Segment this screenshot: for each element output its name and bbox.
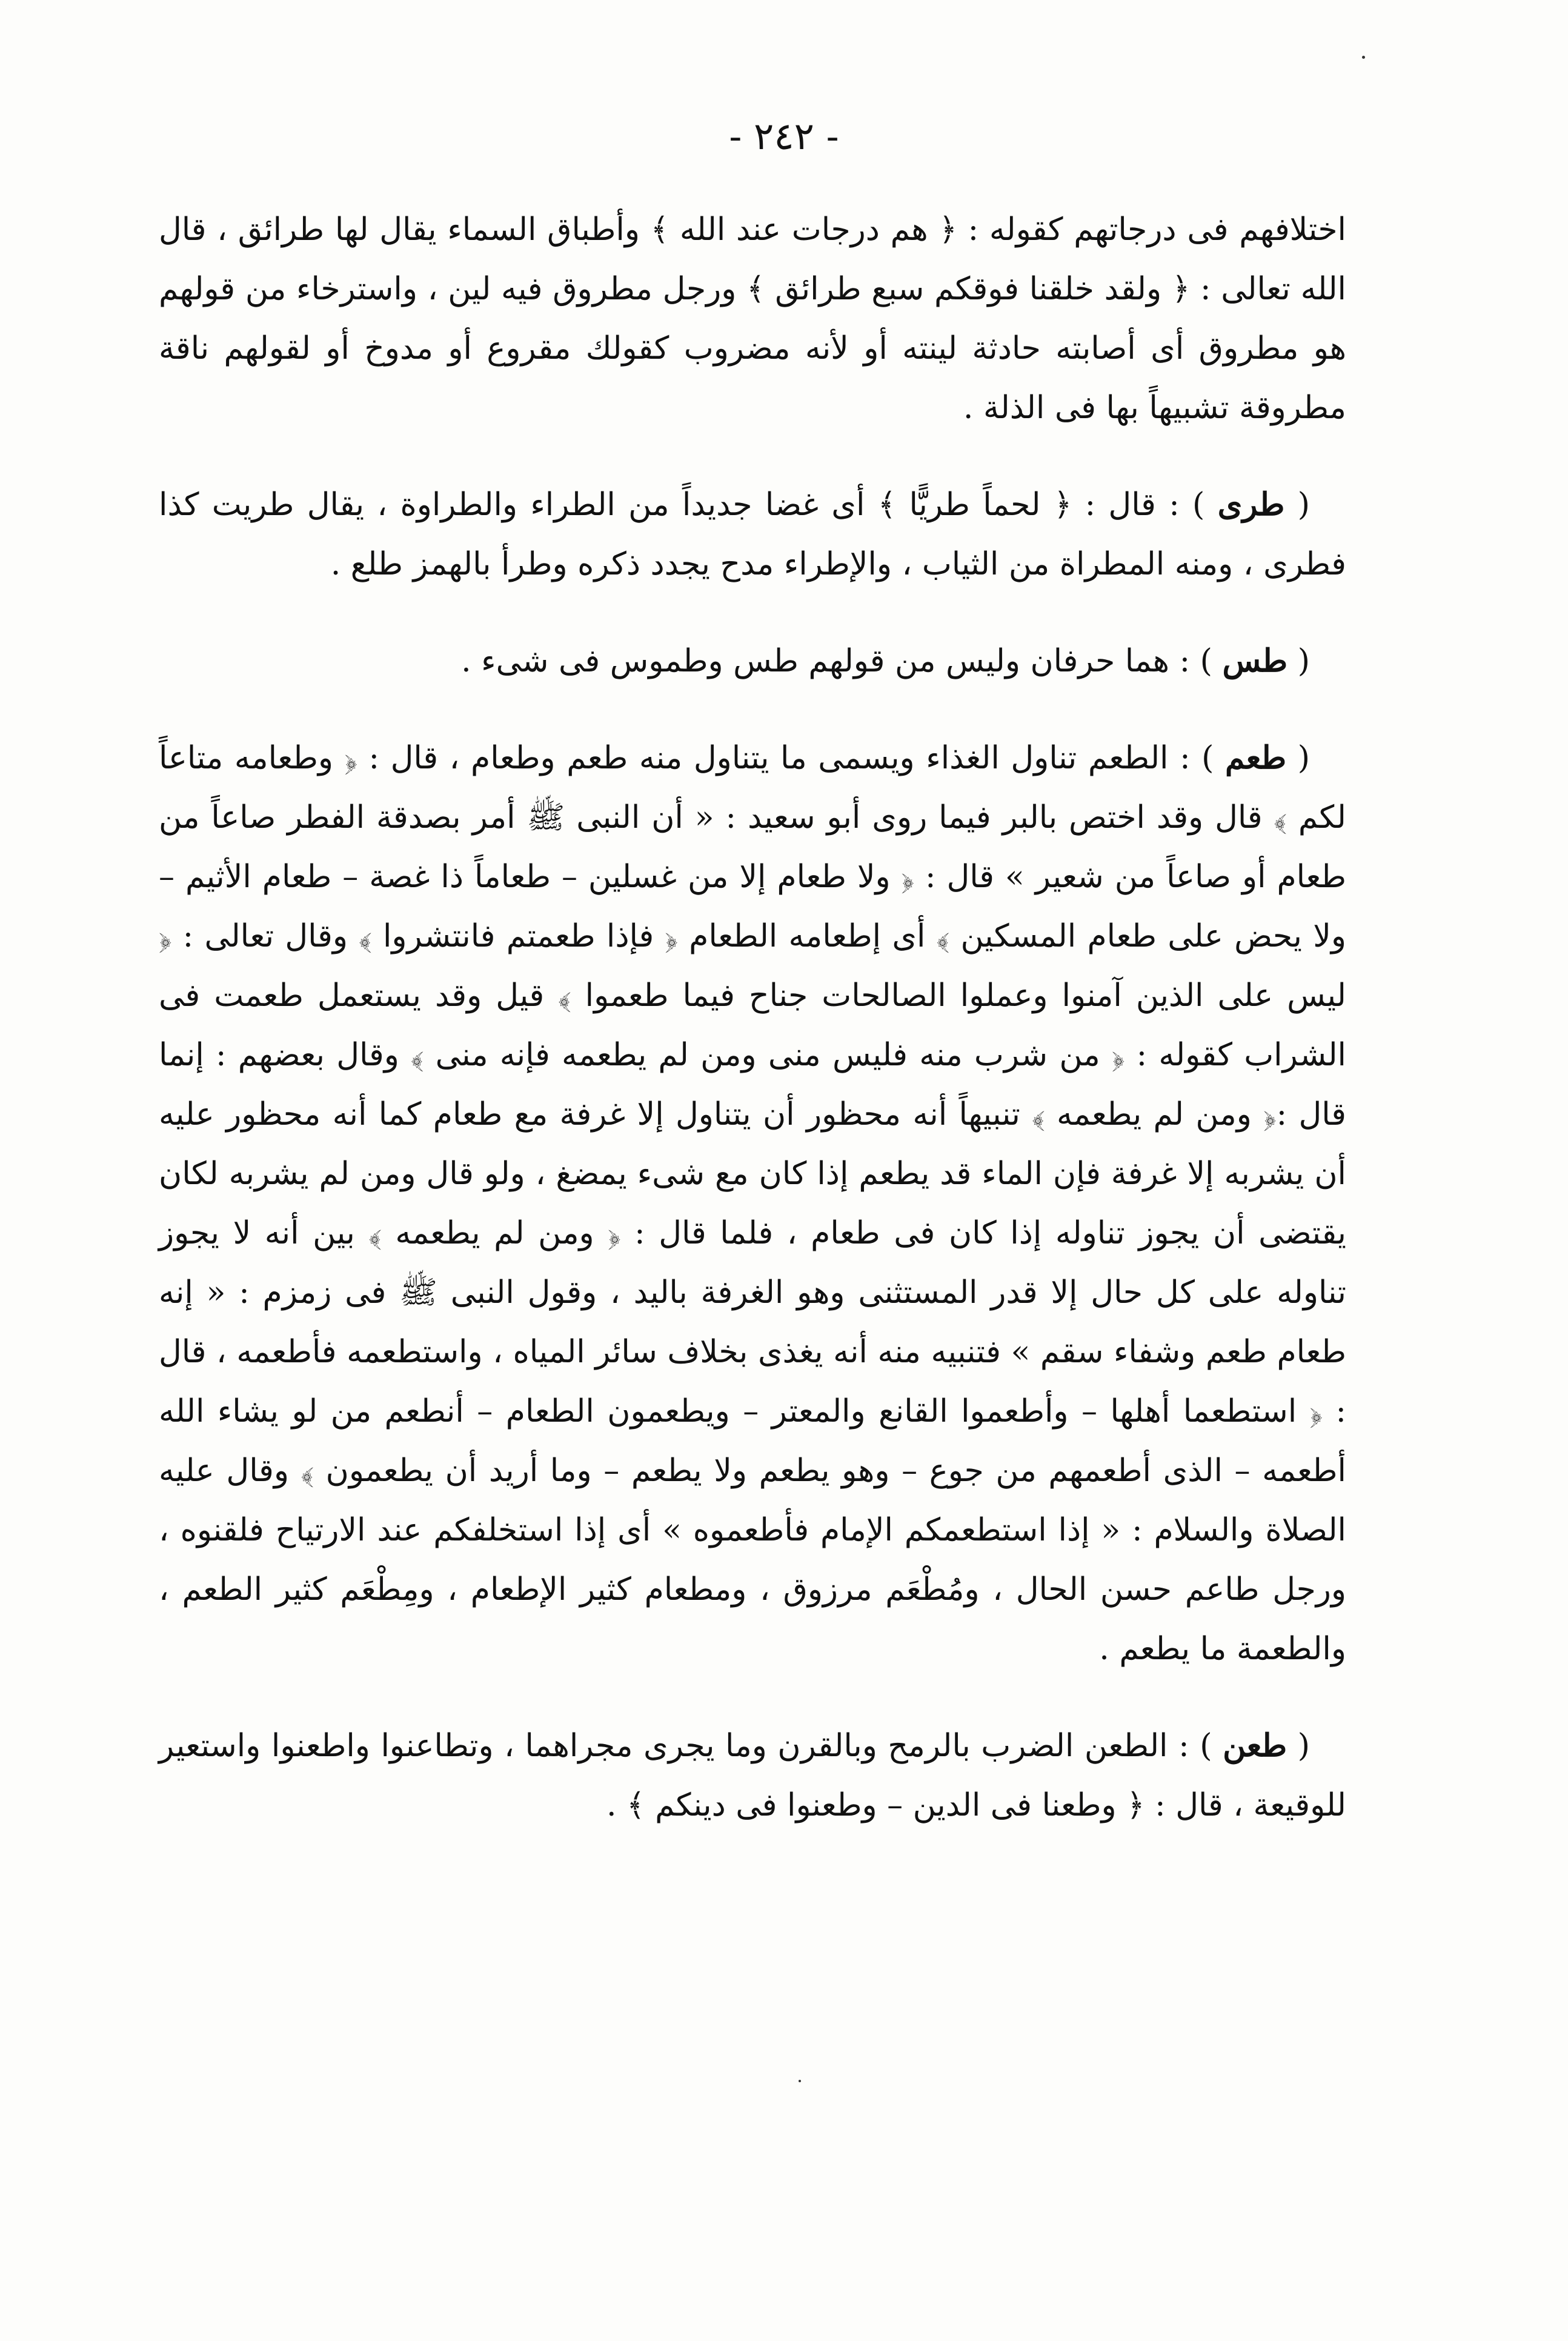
entry-taan	[159, 1716, 1346, 1835]
entry-headword: طعن	[1223, 1727, 1287, 1764]
entry-body: : هما حرفان وليس من قولهم طس وطموس فى شىء .	[461, 643, 1191, 679]
page-number: - ٢٤٢ -	[729, 114, 839, 158]
entry-close-paren: )	[1201, 740, 1214, 776]
entry-close-paren: )	[1200, 643, 1212, 679]
entry-open-paren: (	[1297, 643, 1310, 679]
entry-headword: طرى	[1217, 486, 1285, 523]
scan-speck	[1362, 56, 1365, 59]
dictionary-text	[159, 200, 1346, 1835]
entry-close-paren: )	[1192, 487, 1205, 523]
entry-headword: طس	[1222, 642, 1288, 679]
entry-open-paren: (	[1297, 1728, 1311, 1764]
entry-body: : الطعم تناول الغذاء ويسمى ما يتناول منه طعم وطعام ، قال : ﴿ وطعامه متاعاً لكم ﴾ قال وقد اختص بالبر فيما روى أبو سعيد : « أن النبى ﷺ أمر بصدقة الفطر صاعاً من طعام أو صاعاً من شعير » قال : ﴿ ولا طعام إلا من غسلين – طعاماً ذا غصة – طعام الأثيم – ولا يحض على طعام المسكين ﴾ أى إطعامه الطعام ﴿ فإذا طعمتم فانتشروا ﴾ وقال تعالى : ﴿ ليس على الذين آمنوا وعملوا الصالحات جناح فيما طعموا ﴾ قيل وقد يستعمل طعمت فى الشراب كقوله : ﴿ من شرب منه فليس منى ومن لم يطعمه فإنه منى ﴾ وقال بعضهم : إنما قال :﴿ ومن لم يطعمه ﴾ تنبيهاً أنه محظور أن يتناول إلا غرفة مع طعام كما أنه محظور عليه أن يشربه إلا غرفة فإن الماء قد يطعم إذا كان مع شىء يمضغ ، ولو قال ومن لم يشربه لكان يقتضى أن يجوز تناوله إذا كان فى طعام ، فلما قال : ﴿ ومن لم يطعمه ﴾ بين أنه لا يجوز تناوله على كل حال إلا قدر المستثنى وهو الغرفة باليد ، وقول النبى ﷺ فى زمزم : « إنه طعام طعم وشفاء سقم » فتنبيه منه أنه يغذى بخلاف سائر المياه ، واستطعمه فأطعمه ، قال : ﴿ استطعما أهلها – وأطعموا القانع والمعتر – ويطعمون الطعام – أنطعم من لو يشاء الله أطعمه – الذى أطعمهم من جوع – وهو يطعم ولا يطعم – وما أريد أن يطعمون ﴾ وقال عليه الصلاة والسلام : « إذا استطعمكم الإمام فأطعموه » أى إذا استخلفكم عند الارتياح فلقنوه ، ورجل طاعم حسن الحال ، ومُطْعَم مرزوق ، ومطعام كثير الإطعام ، ومِطْعَم كثير الطعم ، والطعمة ما يطعم .	[159, 740, 1347, 1667]
scan-speck	[799, 2080, 801, 2082]
entry-open-paren: (	[1297, 487, 1311, 523]
entry-headword: طعم	[1225, 739, 1287, 776]
entry-open-paren: (	[1297, 740, 1311, 776]
intro-paragraph: اختلافهم فى درجاتهم كقوله : ﴿ هم درجات عند الله ﴾ وأطباق السماء يقال لها طرائق ، قال الله تعالى : ﴿ ولقد خلقنا فوقكم سبع طرائق ﴾ ورجل مطروق فيه لين ، واسترخاء من قولهم هو مطروق أى أصابته حادثة لينته أو لأنه مضروب كقولك مقروع أو مدوخ أو لقولهم ناقة مطروقة تشبيهاً بها فى الذلة .	[159, 211, 1346, 426]
entry-tas	[159, 631, 1346, 691]
entry-close-paren: )	[1200, 1728, 1212, 1764]
entry-body: : الطعن الضرب بالرمح وبالقرن وما يجرى مجراهما ، وتطاعنوا واطعنوا واستعير للوقيعة ، قال : ﴿ وطعنا فى الدين – وطعنوا فى دينكم ﴾ .	[159, 1728, 1346, 1823]
entry-taam	[159, 728, 1346, 1679]
entry-tara	[159, 475, 1346, 594]
entry-body: : قال : ﴿ لحماً طريًّا ﴾ أى غضا جديداً من الطراء والطراوة ، يقال طريت كذا فطرى ، ومنه المطراة من الثياب ، والإطراء مدح يجدد ذكره وطرأ بالهمز طلع .	[159, 487, 1346, 582]
